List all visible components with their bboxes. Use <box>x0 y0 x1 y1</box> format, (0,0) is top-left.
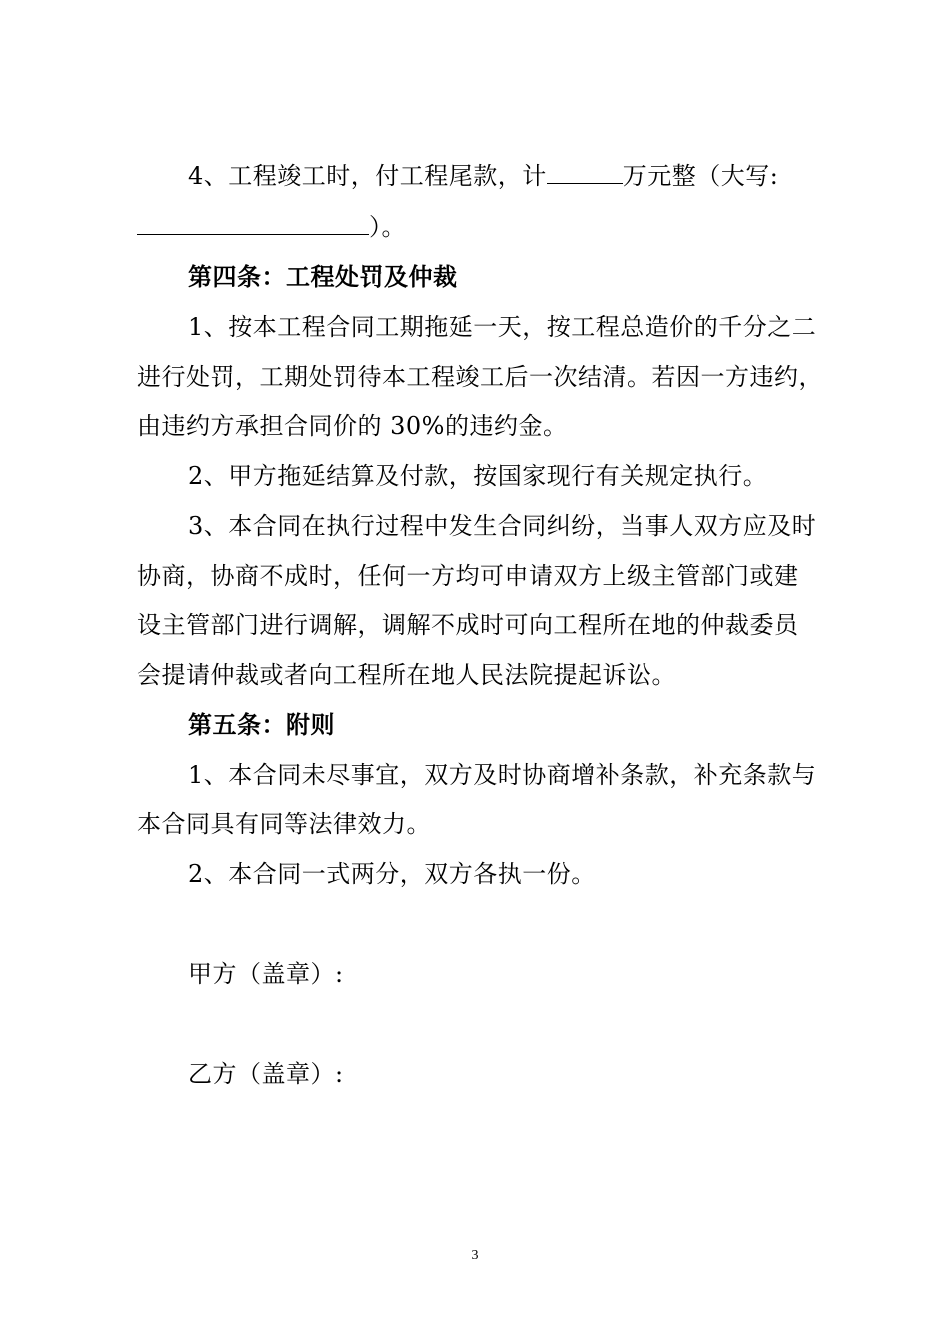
article-4-item-3-line-1: 3、本合同在执行过程中发生合同纠纷，当事人双方应及时 <box>188 512 817 540</box>
amount-blank <box>547 161 623 184</box>
clause-item-4-prefix: 4、工程竣工时，付工程尾款，计 <box>188 162 547 190</box>
article-4-title: 第四条：工程处罚及仲裁 <box>188 262 458 291</box>
article-4-item-3-line-2: 协商，协商不成时，任何一方均可申请双方上级主管部门或建 <box>137 562 799 590</box>
party-a-signature-label: 甲方（盖章）: <box>188 960 344 988</box>
article-4-item-3-line-3: 设主管部门进行调解，调解不成时可向工程所在地的仲裁委员 <box>137 611 799 639</box>
article-5-item-1-line-1: 1、本合同未尽事宜，双方及时协商增补条款，补充条款与 <box>188 761 817 789</box>
clause-item-4-suffix: ）。 <box>369 213 406 241</box>
article-4-item-1-line-2: 进行处罚，工期处罚待本工程竣工后一次结清。若因一方违约， <box>137 363 823 391</box>
clause-item-4-line-1 <box>188 161 828 191</box>
article-5-title: 第五条：附则 <box>188 710 335 739</box>
party-b-signature-label: 乙方（盖章）: <box>188 1060 344 1088</box>
article-5-item-2: 2、本合同一式两分，双方各执一份。 <box>188 860 596 888</box>
clause-item-4-line-2 <box>137 212 827 242</box>
page-number: 3 <box>471 1248 479 1263</box>
amount-in-words-blank <box>137 212 369 235</box>
article-4-item-2: 2、甲方拖延结算及付款，按国家现行有关规定执行。 <box>188 462 768 490</box>
article-4-item-3-line-4: 会提请仲裁或者向工程所在地人民法院提起诉讼。 <box>137 661 676 689</box>
article-4-item-1-line-3: 由违约方承担合同价的 30%的违约金。 <box>137 412 568 440</box>
clause-item-4-middle: 万元整（大写: <box>622 162 779 190</box>
article-5-item-1-line-2: 本合同具有同等法律效力。 <box>137 810 431 838</box>
article-4-item-1-line-1: 1、按本工程合同工期拖延一天，按工程总造价的千分之二 <box>188 313 817 341</box>
